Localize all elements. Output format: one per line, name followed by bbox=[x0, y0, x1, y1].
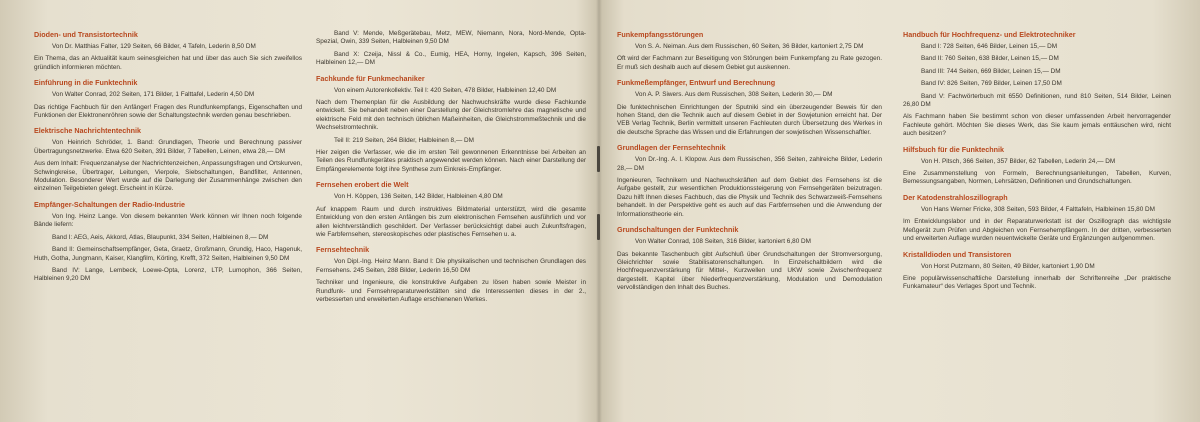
book-description: Band V: Fachwörterbuch mit 6550 Definitionen, rund 810 Seiten, 514 Bilder, Leinen 26,80 DM bbox=[903, 92, 1171, 109]
book-description: Das richtige Fachbuch für den Anfänger! Fragen des Rundfunkempfangs, Eigenschaften und Funktionen der Elektronenröhren sowie der Schaltungstechnik werden genau beschrieben. bbox=[34, 103, 302, 120]
book-details: Von Walter Conrad, 202 Seiten, 171 Bilder, 1 Falttafel, Lederin 4,50 DM bbox=[52, 91, 255, 99]
staple-bottom bbox=[597, 214, 600, 240]
book-details: Von Dr. Matthias Falter, 129 Seiten, 66 Bilder, 4 Tafeln, Lederin 8,50 DM bbox=[52, 43, 256, 50]
book-title: Kristalldioden und Transistoren bbox=[903, 249, 1012, 259]
spacer bbox=[316, 22, 586, 30]
column-1 bbox=[34, 22, 302, 418]
book-details: Von Walter Conrad, 108 Seiten, 316 Bilder, kartoniert 6,80 DM bbox=[635, 238, 811, 246]
book-details: Von S. A. Neiman. Aus dem Russischen, 60 Seiten, 36 Bilder, kartoniert 2,75 DM bbox=[635, 43, 864, 50]
book-description: Hier zeigen die Verfasser, wie die im ersten Teil gewonnenen Erkenntnisse bei Arbeiten an Teilen des Rundfunkgerätes praktisch angewendet werden können. Nach einer Darstellung der Empfängerelemente folgt ihre Synthese zum Einkreis-Empfänger. bbox=[316, 149, 586, 173]
book-description: Ingenieuren, Technikern und Nachwuchskräften auf dem Gebiet des Fernsehens ist die Aufgabe gestellt, zur wesentlichen Produktionssteigerung von Fernsehgeräten beizutragen. Dazu hilft Ihnen dieses Fachbuch, das die Physik und Technik des Schwarzweiß-Fernsehens behandelt. In der Perspektive geht es auch auf das Farbfernsehen und die Anwendung der Informationstheorie ein. bbox=[617, 177, 882, 218]
book-description: Das bekannte Taschenbuch gibt Aufschluß über Grundschaltungen der Stromversorgung, Gleichrichter sowie Stabilisatorenschaltungen. In Einzelschaltbildern wird die Hochfrequenzverstärkung für Mittel-, Kurzwellen und UKW sowie Zwischenfrequenz dargestellt. Kapitel über Niederfrequenzverstärkung, Modulation und Demodulation vervollständigen den Inhalt des Buches. bbox=[617, 250, 882, 292]
staple-top bbox=[597, 146, 600, 172]
book-description: Band X: Czeija, Nissl & Co., Eumig, HEA, Horny, Ingelen, Kapsch, 396 Seiten, Halbleinen 12,— DM bbox=[316, 50, 586, 67]
book-description: Band IV: Lange, Lembeck, Loewe-Opta, Lorenz, LTP, Lumophon, 366 Seiten, Halbleinen 9,20 DM bbox=[34, 266, 302, 283]
book-description: Band I: AEG, Aeis, Akkord, Atlas, Blaupunkt, 334 Seiten, Halbleinen 8,— DM bbox=[52, 233, 269, 241]
book-title: Empfänger-Schaltungen der Radio-Industrie bbox=[34, 199, 185, 209]
book-details: Von H. Pitsch, 366 Seiten, 357 Bilder, 62 Tabellen, Lederin 24,— DM bbox=[921, 157, 1116, 165]
book-title: Fernsehen erobert die Welt bbox=[316, 180, 409, 190]
book-details: Von A. P. Siwers. Aus dem Russischen, 308 Seiten, Lederin 30,— DM bbox=[635, 91, 833, 99]
book-description: Teil II: 219 Seiten, 264 Bilder, Halbleinen 8,— DM bbox=[334, 136, 474, 144]
book-description: Nach dem Themenplan für die Ausbildung der Nachwuchskräfte wurde diese Fachkunde entwickelt. Sie behandelt neben einer Darstellung der Gleichstromlehre das magnetische und elektrische Feld mit den technisch üblichen Maßeinheiten, die Gleichstrommeßtechnik und die Wechselstromtechnik. bbox=[316, 99, 586, 132]
book-details: Von einem Autorenkollektiv. Teil I: 420 Seiten, 478 Bilder, Halbleinen 12,40 DM bbox=[334, 86, 557, 94]
book-details: Von Hans Werner Fricke, 308 Seiten, 593 Bilder, 4 Falttafeln, Halbleinen 15,80 DM bbox=[921, 205, 1155, 213]
book-title: Grundschaltungen der Funktechnik bbox=[617, 225, 739, 235]
book-title: Fernsehtechnik bbox=[316, 245, 370, 255]
book-details: Von Horst Putzmann, 80 Seiten, 49 Bilder, kartoniert 1,90 DM bbox=[921, 262, 1095, 270]
book-title: Funkempfangsstörungen bbox=[617, 30, 704, 39]
book-title: Der Katodenstrahloszillograph bbox=[903, 192, 1008, 202]
book-title: Elektrische Nachrichtentechnik bbox=[34, 126, 142, 136]
book-description: Band II: 760 Seiten, 638 Bilder, Leinen 15,— DM bbox=[921, 55, 1059, 63]
book-details: Band V: Mende, Meßgerätebau, Metz, MEW, Niemann, Nora, Nord-Mende, Opta-Spezial, Owin, 339 Seiten, Halbleinen 9,50 DM bbox=[316, 30, 586, 46]
book-description: Im Entwicklungslabor und in der Reparaturwerkstatt ist der Oszillograph das wichtigste Meßgerät zum Prüfen und Abgleichen von Fernsehempfängern. In der dritten, verbesserten und erweiterten Auflage wurden neuentwickelte Geräte und Ergänzungen aufgenommen. bbox=[903, 218, 1171, 243]
book-description: Techniker und Ingenieure, die konstruktive Aufgaben zu lösen haben sowie Meister in Rundfunk- und Fernsehreparaturwerkstätten sind die Interessenten dieses in der 2., verbesserten und erweiterten Auflage erschienenen Werkes. bbox=[316, 279, 586, 303]
book-title: Dioden- und Transistortechnik bbox=[34, 30, 138, 39]
column-4 bbox=[903, 22, 1171, 418]
book-title: Hilfsbuch für die Funktechnik bbox=[903, 144, 1005, 154]
book-title: Handbuch für Hochfrequenz- und Elektrotechniker bbox=[903, 30, 1076, 39]
book-description: Eine populärwissenschaftliche Darstellung innerhalb der Schriftenreihe „Der praktische Funkamateur“ des Verlages Sport und Technik. bbox=[903, 274, 1171, 291]
book-title: Funkmeßempfänger, Entwurf und Berechnung bbox=[617, 78, 776, 88]
book-description: Band III: 744 Seiten, 669 Bilder, Leinen 15,— DM bbox=[921, 67, 1061, 75]
book-title: Einführung in die Funktechnik bbox=[34, 78, 138, 88]
book-description: Band IV: 826 Seiten, 769 Bilder, Leinen 17,50 DM bbox=[921, 80, 1062, 88]
book-description: Eine Zusammenstellung von Formeln, Berechnungsanleitungen, Tabellen, Kurven, Bemessungsangaben, Normen, Lehrsätzen, Definitionen und Grundschaltungen. bbox=[903, 170, 1171, 186]
book-description: Auf knappem Raum und durch instruktives Bildmaterial unterstützt, wird die gesamte Entwicklung von den ersten Anfängen bis zum elektronischen Fernsehen ausführlich und vor allen leichtverständlich geschildert. Der Verfasser berücksichtigt dabei auch Zukunftsfragen, wie Farbfernsehen, stereoskopisches oder plastisches Fernsehen u. a. bbox=[316, 205, 586, 238]
book-details: Von Ing. Heinz Lange. Von diesem bekannten Werk können wir Ihnen noch folgende Bände liefern: bbox=[34, 212, 302, 229]
book-description: Als Fachmann haben Sie bestimmt schon von dieser umfassenden Arbeit hervorragender Fachleute gehört. Möchten Sie dieses Werk, das Sie kaum jemals enttäuschen wird, nicht auch besitzen? bbox=[903, 113, 1171, 138]
book-description: Aus dem Inhalt: Frequenzanalyse der Nachrichtenzeichen, Anpassungsfragen und Ortskurven, Schwingkreise, Übertrager, Leitungen, Vierpole, Siebschaltungen, Bandfilter, Antennen, Modulation. Besonderer Wert wurde auf die Darlegung der Zusammenhänge zwischen den einzelnen Teilgebieten gelegt. Erscheint in Kürze. bbox=[34, 160, 302, 193]
book-title: Grundlagen der Fernsehtechnik bbox=[617, 143, 726, 153]
book-details: Von Heinrich Schröder, 1. Band: Grundlagen, Theorie und Berechnung passiver Übertragungsnetzwerke. Etwa 620 Seiten, 391 Bilder, 7 Tabellen, Leinen, etwa 28,— DM bbox=[34, 139, 302, 155]
book-details: Band I: 728 Seiten, 646 Bilder, Leinen 15,— DM bbox=[921, 43, 1058, 50]
book-title: Fachkunde für Funkmechaniker bbox=[316, 73, 425, 83]
book-details: Von Dipl.-Ing. Heinz Mann. Band I: Die physikalischen und technischen Grundlagen des Fernsehens. 245 Seiten, 288 Bilder, Lederin 16,50 DM bbox=[316, 258, 586, 274]
book-details: Von Dr.-Ing. A. I. Klopow. Aus dem Russischen, 356 Seiten, zahlreiche Bilder, Lederin 28,— DM bbox=[617, 156, 882, 172]
column-3 bbox=[617, 22, 882, 418]
book-description: Die funktechnischen Einrichtungen der Sputniki sind ein überzeugender Beweis für den hohen Stand, den die Technik auch auf diesem Gebiet in der Sowjetunion erreicht hat. Der VEB Verlag Technik, Berlin vermittelt unseren Fachleuten durch Übersetzung des Werkes in die deutsche Sprache das Wissen und die Erfahrungen der sowjetischen Wissenschaftler. bbox=[617, 103, 882, 136]
book-description: Ein Thema, das an Aktualität kaum seinesgleichen hat und über das auch Sie sich zweifellos gründlich informieren möchten. bbox=[34, 55, 302, 71]
book-details: Von H. Köppen, 136 Seiten, 142 Bilder, Halbleinen 4,80 DM bbox=[334, 193, 503, 201]
book-description: Band II: Gemeinschaftsempfänger, Geta, Graetz, Großmann, Grundig, Haco, Hagenuk, Huth, Gotha, Jungmann, Kaiser, Klangfilm, Körting, Krefft, 372 Seiten, Halbleinen 9,50 DM bbox=[34, 246, 302, 262]
center-fold bbox=[596, 0, 602, 422]
column-2 bbox=[316, 22, 586, 418]
book-description: Oft wird der Fachmann zur Beseitigung von Störungen beim Funkempfang zu Rate gezogen. Er muß sich deshalb auch auf diesem Gebiet gut auskennen. bbox=[617, 55, 882, 71]
